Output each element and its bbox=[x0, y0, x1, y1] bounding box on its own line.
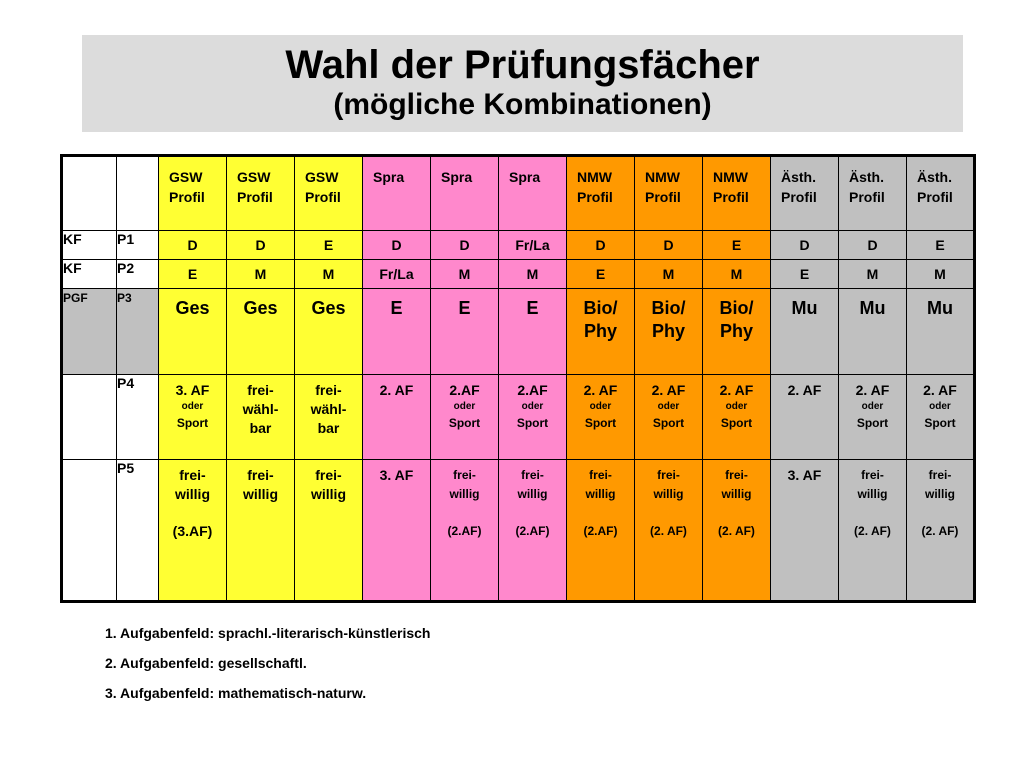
subject-text: M bbox=[662, 266, 675, 282]
subject-line-sport: bar bbox=[317, 420, 340, 436]
subject-text bbox=[295, 375, 362, 438]
column-group-name: GSW bbox=[305, 169, 339, 185]
subject-text bbox=[431, 375, 498, 433]
spacer bbox=[295, 504, 362, 522]
subject-line: 2. AF bbox=[651, 382, 686, 398]
subject-text bbox=[703, 289, 770, 343]
column-header bbox=[227, 156, 295, 231]
subject-cell bbox=[635, 375, 703, 460]
column-header bbox=[363, 156, 431, 231]
column-profile-label: Profil bbox=[713, 189, 749, 205]
subject-text: Fr/La bbox=[515, 237, 550, 253]
subject-text bbox=[907, 460, 973, 541]
subject-text bbox=[227, 460, 294, 522]
subject-cell bbox=[703, 375, 771, 460]
subject-line: Ges bbox=[175, 298, 210, 318]
column-group-name: Ästh. bbox=[917, 169, 952, 185]
spacer bbox=[703, 504, 770, 522]
subject-cell bbox=[363, 260, 431, 289]
subject-cell bbox=[295, 231, 363, 260]
subject-line: Mu bbox=[859, 298, 886, 318]
subject-text bbox=[839, 289, 906, 320]
row-label-p1: P1 bbox=[117, 231, 159, 260]
subject-text bbox=[431, 289, 498, 320]
subject-line: willig bbox=[925, 487, 955, 501]
column-profile-label: Profil bbox=[849, 189, 885, 205]
subject-line: Phy bbox=[583, 321, 617, 341]
subject-text bbox=[227, 289, 294, 320]
spacer bbox=[227, 504, 294, 522]
subject-line: Mu bbox=[927, 298, 953, 318]
subject-cell bbox=[635, 460, 703, 602]
subject-cell bbox=[703, 460, 771, 602]
subject-line-option: oder bbox=[181, 401, 204, 412]
subject-text bbox=[635, 289, 702, 343]
subject-line-option: wähl- bbox=[242, 401, 279, 417]
subject-line: frei- bbox=[725, 468, 748, 482]
subject-line: Ges bbox=[243, 298, 278, 318]
subject-line: frei- bbox=[315, 382, 342, 398]
subject-cell bbox=[295, 260, 363, 289]
column-header-text bbox=[431, 157, 498, 187]
column-group-name: Spra bbox=[509, 169, 541, 185]
row-p1 bbox=[62, 231, 975, 260]
subject-cell bbox=[635, 289, 703, 375]
subject-line: frei- bbox=[657, 468, 680, 482]
subject-cell bbox=[363, 289, 431, 375]
subject-cell bbox=[159, 460, 227, 602]
subject-line: willig bbox=[585, 487, 616, 501]
column-profile-label: Profil bbox=[577, 189, 613, 205]
subject-line-sport: Sport bbox=[924, 416, 956, 430]
subject-line: 2.AF bbox=[449, 382, 480, 398]
subject-line: frei- bbox=[928, 468, 952, 482]
legend-item-3: 3. Aufgabenfeld: mathematisch-naturw. bbox=[105, 685, 367, 701]
subject-cell bbox=[295, 460, 363, 602]
subject-cell bbox=[635, 260, 703, 289]
subject-cell bbox=[227, 375, 295, 460]
row-label-p3 bbox=[117, 289, 159, 375]
subject-cell bbox=[227, 289, 295, 375]
subject-line: 2.AF bbox=[517, 382, 548, 398]
column-header-text bbox=[567, 157, 634, 207]
column-group-name: Ästh. bbox=[849, 169, 884, 185]
row-p4 bbox=[62, 375, 975, 460]
subject-line-af: (2. AF) bbox=[718, 524, 755, 538]
subject-line: 3. AF bbox=[175, 382, 210, 398]
subject-line: 3. AF bbox=[379, 467, 414, 483]
row-label-pgf-text: PGF bbox=[63, 291, 88, 305]
subject-line-sport: bar bbox=[249, 420, 272, 436]
subject-line-sport: Sport bbox=[448, 416, 481, 430]
legend bbox=[105, 623, 430, 713]
spacer bbox=[567, 504, 634, 522]
subject-line: frei- bbox=[315, 467, 342, 483]
subject-line: E bbox=[458, 298, 471, 318]
column-profile-label: Profil bbox=[917, 189, 953, 205]
subject-line-sport: Sport bbox=[176, 416, 209, 430]
subject-cell bbox=[499, 375, 567, 460]
subject-cell bbox=[567, 231, 635, 260]
subject-cell bbox=[771, 460, 839, 602]
subject-text bbox=[499, 289, 566, 320]
subject-text: M bbox=[934, 266, 946, 282]
subject-cell bbox=[771, 289, 839, 375]
subject-cell bbox=[839, 260, 907, 289]
column-header bbox=[567, 156, 635, 231]
subject-line-option: wähl- bbox=[310, 401, 347, 417]
column-group-name: NMW bbox=[577, 169, 612, 185]
subject-cell bbox=[431, 460, 499, 602]
subject-text bbox=[771, 375, 838, 400]
subject-cell bbox=[363, 460, 431, 602]
subject-cell bbox=[839, 289, 907, 375]
subject-text: M bbox=[866, 266, 879, 282]
subject-text: E bbox=[187, 266, 198, 282]
column-header bbox=[499, 156, 567, 231]
row-label-kf: KF bbox=[62, 231, 117, 260]
subject-line: willig bbox=[311, 486, 346, 502]
column-header-text bbox=[295, 157, 362, 207]
spacer bbox=[771, 485, 838, 503]
subject-cell bbox=[703, 289, 771, 375]
subject-text bbox=[295, 289, 362, 320]
column-header-text bbox=[907, 157, 973, 207]
spacer bbox=[499, 504, 566, 522]
subject-text: M bbox=[322, 266, 335, 282]
subject-text: E bbox=[731, 237, 742, 253]
subject-cell bbox=[839, 375, 907, 460]
subject-text bbox=[567, 460, 634, 541]
subject-text: M bbox=[526, 266, 539, 282]
subject-line-option: oder bbox=[657, 401, 680, 412]
column-header-text bbox=[771, 157, 838, 207]
column-header bbox=[771, 156, 839, 231]
page-subtitle: (mögliche Kombinationen) bbox=[333, 88, 712, 121]
column-group-name: Spra bbox=[441, 169, 473, 185]
subject-text bbox=[159, 375, 226, 433]
spacer bbox=[839, 504, 906, 522]
subject-line: frei- bbox=[861, 468, 884, 482]
column-group-name: GSW bbox=[169, 169, 203, 185]
row-label-p2: P2 bbox=[117, 260, 159, 289]
subject-text bbox=[703, 460, 770, 541]
subject-line: willig bbox=[449, 487, 480, 501]
subject-text bbox=[159, 460, 226, 541]
column-group-name: NMW bbox=[645, 169, 680, 185]
subject-line-option: oder bbox=[725, 401, 748, 412]
subject-text: M bbox=[730, 266, 743, 282]
column-header-text bbox=[363, 157, 430, 187]
subject-line-sport: Sport bbox=[652, 416, 685, 430]
subject-text bbox=[771, 460, 838, 503]
subject-text bbox=[635, 375, 702, 433]
subject-text bbox=[227, 375, 294, 438]
subject-text bbox=[295, 460, 362, 522]
column-group-name: Ästh. bbox=[781, 169, 816, 185]
subject-line: willig bbox=[175, 486, 210, 502]
spacer bbox=[635, 504, 702, 522]
subject-line: 2. AF bbox=[855, 382, 890, 398]
subject-text bbox=[771, 289, 838, 320]
subject-cell bbox=[431, 375, 499, 460]
subject-line-sport: Sport bbox=[720, 416, 753, 430]
subject-text bbox=[363, 289, 430, 320]
subject-text bbox=[499, 375, 566, 433]
subject-line-af: (2. AF) bbox=[921, 524, 959, 538]
subject-cell bbox=[839, 460, 907, 602]
subject-line-af: (3.AF) bbox=[172, 523, 213, 539]
subject-line-af: (2. AF) bbox=[854, 524, 891, 538]
subject-line-option: oder bbox=[929, 401, 951, 412]
subject-text: D bbox=[799, 237, 810, 253]
subject-line-option: oder bbox=[521, 401, 544, 412]
subject-text bbox=[907, 375, 973, 433]
subject-text: M bbox=[254, 266, 267, 282]
subject-cell bbox=[159, 231, 227, 260]
subject-line: Bio/ bbox=[719, 298, 754, 318]
spacer bbox=[907, 504, 973, 522]
subject-text bbox=[363, 375, 430, 400]
subject-line: frei- bbox=[247, 467, 274, 483]
subject-text bbox=[567, 289, 634, 343]
subject-cell bbox=[567, 460, 635, 602]
subject-line: Mu bbox=[791, 298, 818, 318]
subject-cell bbox=[499, 231, 567, 260]
subject-cell bbox=[567, 260, 635, 289]
subject-text bbox=[431, 460, 498, 541]
subject-cell bbox=[499, 289, 567, 375]
subject-text: D bbox=[459, 237, 470, 253]
subject-cell bbox=[227, 231, 295, 260]
subject-cell bbox=[295, 375, 363, 460]
empty-corner-cell bbox=[62, 156, 117, 231]
column-header-text bbox=[159, 157, 226, 207]
subject-cell bbox=[363, 231, 431, 260]
subject-text: D bbox=[187, 237, 198, 253]
subject-line: Phy bbox=[651, 321, 685, 341]
subject-text bbox=[907, 289, 973, 320]
spacer bbox=[431, 504, 498, 522]
subject-text bbox=[567, 375, 634, 433]
column-profile-label: Profil bbox=[305, 189, 341, 205]
row-p2 bbox=[62, 260, 975, 289]
subject-line-sport: Sport bbox=[584, 416, 617, 430]
subject-line-option: oder bbox=[453, 401, 476, 412]
subject-cell bbox=[907, 375, 975, 460]
empty-corner-cell bbox=[117, 156, 159, 231]
subject-line: willig bbox=[653, 487, 684, 501]
subject-text bbox=[159, 289, 226, 320]
column-header bbox=[431, 156, 499, 231]
subject-cell bbox=[431, 260, 499, 289]
subject-line: Bio/ bbox=[651, 298, 686, 318]
subject-line: Bio/ bbox=[583, 298, 618, 318]
subject-text: D bbox=[391, 237, 402, 253]
subject-line: 2. AF bbox=[923, 382, 957, 398]
subject-line-af: (2. AF) bbox=[650, 524, 687, 538]
subject-cell bbox=[567, 375, 635, 460]
row-label-p5: P5 bbox=[117, 460, 159, 602]
subject-cell bbox=[295, 289, 363, 375]
subject-line-af: (2.AF) bbox=[447, 524, 482, 538]
column-header bbox=[295, 156, 363, 231]
column-header bbox=[635, 156, 703, 231]
column-profile-label: Profil bbox=[645, 189, 681, 205]
spacer bbox=[159, 504, 226, 522]
subject-cell bbox=[227, 260, 295, 289]
subject-text: M bbox=[458, 266, 471, 282]
subject-line-af: (2.AF) bbox=[583, 524, 618, 538]
row-p3 bbox=[62, 289, 975, 375]
column-group-name: Spra bbox=[373, 169, 405, 185]
subject-text bbox=[363, 460, 430, 503]
subject-text: Fr/La bbox=[379, 266, 414, 282]
subject-text: D bbox=[663, 237, 674, 253]
subject-text: D bbox=[867, 237, 878, 253]
subject-line-sport: Sport bbox=[856, 416, 889, 430]
subject-cell bbox=[159, 260, 227, 289]
subject-cell bbox=[839, 231, 907, 260]
subject-text: E bbox=[595, 266, 606, 282]
column-profile-label: Profil bbox=[781, 189, 817, 205]
subject-line: 2. AF bbox=[719, 382, 754, 398]
subject-line-option: oder bbox=[861, 401, 884, 412]
column-header-text bbox=[635, 157, 702, 207]
row-label-kf: KF bbox=[62, 260, 117, 289]
empty-label-cell bbox=[62, 460, 117, 602]
subject-line: willig bbox=[517, 487, 548, 501]
subject-cell bbox=[907, 460, 975, 602]
subject-cell bbox=[499, 460, 567, 602]
row-label-p3-text: P3 bbox=[117, 291, 132, 305]
subject-line: frei- bbox=[589, 468, 612, 482]
subject-cell bbox=[907, 289, 975, 375]
column-header-text bbox=[703, 157, 770, 207]
column-profile-label: Profil bbox=[237, 189, 273, 205]
subject-cell bbox=[907, 231, 975, 260]
subject-cell bbox=[703, 260, 771, 289]
subject-line: 2. AF bbox=[379, 382, 414, 398]
column-header bbox=[703, 156, 771, 231]
subject-text: D bbox=[255, 237, 266, 253]
subject-line: frei- bbox=[247, 382, 274, 398]
column-header bbox=[839, 156, 907, 231]
legend-item-2: 2. Aufgabenfeld: gesellschaftl. bbox=[105, 655, 307, 671]
subject-cell bbox=[159, 375, 227, 460]
subject-line-af: (2.AF) bbox=[515, 524, 550, 538]
subject-cell bbox=[567, 289, 635, 375]
subject-line: 2. AF bbox=[583, 382, 618, 398]
subject-text bbox=[839, 460, 906, 541]
legend-item-1: 1. Aufgabenfeld: sprachl.-literarisch-künstlerisch bbox=[105, 625, 431, 641]
column-profile-label: Profil bbox=[169, 189, 205, 205]
row-label-pgf bbox=[62, 289, 117, 375]
subject-text bbox=[839, 375, 906, 433]
subject-cell bbox=[771, 375, 839, 460]
column-header-text bbox=[227, 157, 294, 207]
subject-line: 3. AF bbox=[787, 467, 822, 483]
subject-line: willig bbox=[243, 486, 278, 502]
subject-cell bbox=[499, 260, 567, 289]
column-header bbox=[907, 156, 975, 231]
row-p5 bbox=[62, 460, 975, 602]
column-header-text bbox=[499, 157, 566, 187]
subject-cell bbox=[227, 460, 295, 602]
subject-text: D bbox=[595, 237, 606, 253]
subject-line: willig bbox=[857, 487, 888, 501]
column-header-text bbox=[839, 157, 906, 207]
subject-line: Phy bbox=[719, 321, 753, 341]
subject-text bbox=[703, 375, 770, 433]
column-group-name: NMW bbox=[713, 169, 748, 185]
subject-line: E bbox=[390, 298, 403, 318]
subject-line: frei- bbox=[453, 468, 476, 482]
subject-line: E bbox=[526, 298, 539, 318]
subject-cell bbox=[703, 231, 771, 260]
subject-line: frei- bbox=[179, 467, 206, 483]
subject-text: E bbox=[799, 266, 810, 282]
subject-line: willig bbox=[721, 487, 752, 501]
subject-cell bbox=[159, 289, 227, 375]
subject-cell bbox=[771, 231, 839, 260]
subject-line: 2. AF bbox=[787, 382, 822, 398]
subject-text: E bbox=[323, 237, 334, 253]
subject-text bbox=[499, 460, 566, 541]
subject-cell bbox=[363, 375, 431, 460]
subject-cell bbox=[635, 231, 703, 260]
exam-subject-table bbox=[60, 154, 976, 603]
subject-cell bbox=[431, 289, 499, 375]
page-title: Wahl der Prüfungsfächer bbox=[285, 43, 760, 87]
spacer bbox=[363, 485, 430, 503]
title-banner bbox=[82, 35, 963, 132]
subject-cell bbox=[907, 260, 975, 289]
header-row bbox=[62, 156, 975, 231]
empty-label-cell bbox=[62, 375, 117, 460]
subject-line: Ges bbox=[311, 298, 346, 318]
subject-cell bbox=[431, 231, 499, 260]
subject-text bbox=[635, 460, 702, 541]
subject-text: E bbox=[935, 237, 945, 253]
column-header bbox=[159, 156, 227, 231]
subject-cell bbox=[771, 260, 839, 289]
row-label-p4: P4 bbox=[117, 375, 159, 460]
column-group-name: GSW bbox=[237, 169, 271, 185]
subject-line: frei- bbox=[521, 468, 544, 482]
subject-line-option: oder bbox=[589, 401, 612, 412]
subject-line-sport: Sport bbox=[516, 416, 549, 430]
